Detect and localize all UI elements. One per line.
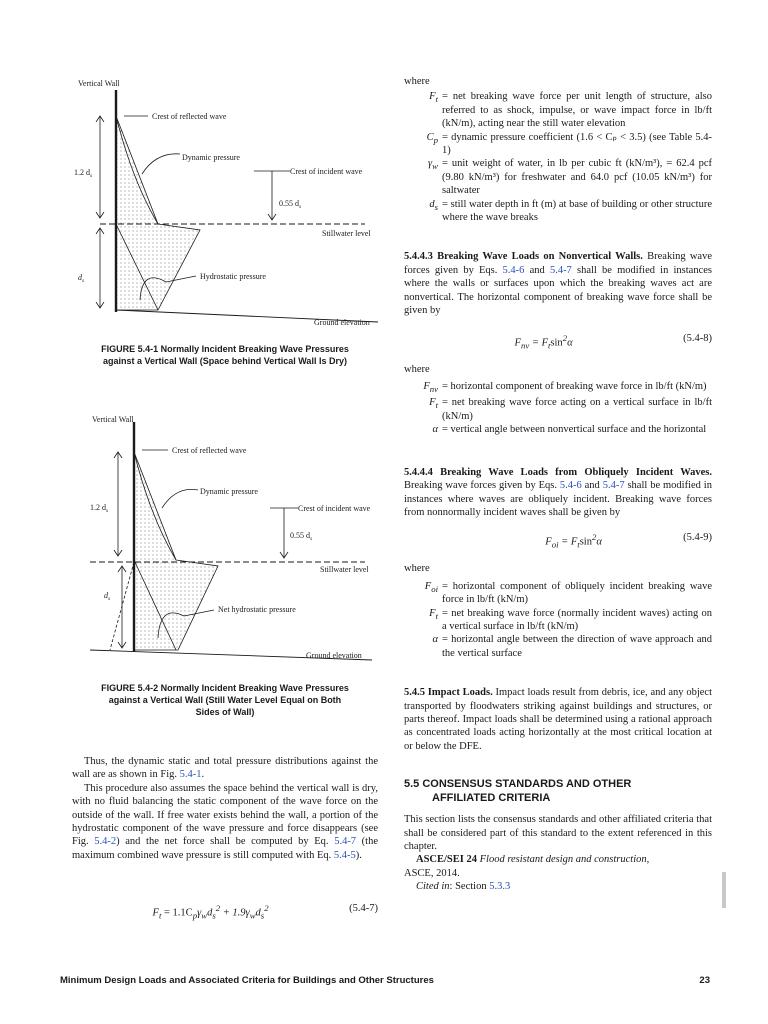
label-crest-reflected: Crest of reflected wave [152,112,227,121]
label-055ds: 0.55 $d_s$ [290,531,313,542]
text: shall be modified in instances where the walls or surfaces upon which the breaking waves act are nonvertical. The horizontal component of breaking wave force shall be given by [404,264,712,317]
equation-5-4-8 [404,332,712,353]
section-heading: 5.4.4.4 Breaking Wave Loads from Obliquely Incident Waves. [404,466,712,478]
where-label: where [404,76,430,87]
equation-5-4-9 [404,531,712,552]
text: . [201,769,205,781]
section-5-5-heading [404,777,712,805]
section-5-4-4-4 [404,466,712,520]
where-label: where [404,363,430,375]
label-ds: $d_s$ [104,591,111,602]
label-12ds: 1.2 $d_s$ [74,168,93,179]
figure-5-4-1-diagram [60,70,390,332]
right-column [404,75,712,894]
section-5-4-5 [404,686,712,753]
reference-title: Flood resistant design and construction, [476,854,650,866]
text: Impact loads result from debris, ice, and any object transported by floodwaters striking against buildings and structures, or parts thereof. Impact loads shall be determined using a rational approach as concentrated loads acting horizontally at the most critical location at or below the DFE. [404,687,712,752]
reference-code: ASCE/SEI 24 [416,854,477,866]
label-stillwater: Stillwater level [322,229,371,238]
label-ground: Ground elevation [306,651,362,660]
definition-term: α [432,634,438,646]
caption-line: against a Vertical Wall (Still Water Level Equal on Both [108,695,342,705]
definition-description: = dynamic pressure coefficient (1.6 < Cₚ < 3.5) (see Table 5.4-1) [442,131,712,157]
label-crest-reflected: Crest of reflected wave [172,446,247,455]
section-heading: 5.4.4.3 Breaking Wave Loads on Nonvertical Walls. [404,251,643,263]
left-body-text [72,755,378,862]
eq-5-4-7-link[interactable]: 5.4-7 [334,836,357,848]
label-hydrostatic: Hydrostatic pressure [200,272,266,281]
paragraph-dry-space [72,782,378,862]
label-dynamic-pressure: Dynamic pressure [200,487,258,496]
eq-5-4-7-link[interactable]: 5.4-7 [602,480,625,492]
definition-description: = vertical angle between nonvertical surface and the horizontal [442,424,707,436]
figure-5-4-2-caption [60,682,390,718]
leader-dynamic [162,489,198,508]
text: and [524,264,550,276]
page-number: 23 [699,975,710,986]
where-label: where [404,563,430,575]
text: ). [355,849,362,861]
label-crest-incident: Crest of incident wave [298,504,371,513]
reference-publisher: ASCE, 2014. [404,867,460,879]
equation-number: (5.4-7) [349,903,378,914]
definition-term: $F_t$ [429,397,438,411]
label-ground: Ground elevation [314,318,370,327]
text: ) and the net force shall be computed by Eq. [116,836,335,848]
equation-5-4-7-body: $F_t = 1.1C_p\gamma_wd_s^2 + 1.9\gamma_wd_s^2$ [152,903,269,921]
label-055ds: 0.55 $d_s$ [279,199,302,210]
dynamic-pressure-region [134,452,218,650]
definition-term: $F_t$ [429,607,438,621]
definition-description: = net breaking wave force acting on a vertical surface in lb/ft (kN/m) [442,397,712,422]
label-stillwater: Stillwater level [320,565,369,574]
text: and [581,480,603,492]
eq-5-4-6-link[interactable]: 5.4-6 [502,264,525,276]
definition-term: $F_t$ [429,91,438,105]
equation-5-4-8-body: $F_{nv} = F_t\sin^2\alpha$ [514,332,573,351]
text: : Section [449,881,490,893]
definitions-5-4-9 [404,580,712,660]
definition-description: = still water depth in ft (m) at base of building or other structure where the wave breaks [442,198,712,224]
eq-5-4-7-link[interactable]: 5.4-7 [549,264,572,276]
caption-line: FIGURE 5.4-1 Normally Incident Breaking Wave Pressures [101,344,349,354]
caption-line: Sides of Wall) [195,707,255,717]
definition-term: α [432,424,438,436]
fig-5-4-1-link[interactable]: 5.4-1 [179,769,202,781]
equation-number: (5.4-8) [683,332,712,344]
figure-5-4-1-caption [60,343,390,367]
dynamic-pressure-region [116,116,200,310]
definitions-5-4-8 [404,380,712,440]
definition-description: = horizontal component of breaking wave force in lb/ft (kN/m) [442,380,707,392]
equation-5-4-9-body: $F_{oi} = F_t\sin^2\alpha$ [545,532,602,550]
heading-line: AFFILIATED CRITERIA [432,792,551,805]
equation-number: (5.4-9) [683,532,712,544]
cited-label: Cited in [416,881,450,893]
eq-5-4-5-link[interactable]: 5.4-5 [333,849,356,861]
section-5-5-text: This section lists the consensus standards and other affiliated criteria that shall be considered part of this standard to the extent referenced in this chapter. [404,814,712,853]
definitions-5-4-7 [404,90,712,224]
reference-cited-in [404,880,712,893]
leader-dynamic [142,154,180,174]
label-dynamic-pressure: Dynamic pressure [182,153,240,162]
definition-term: $d_s$ [429,198,438,212]
definition-term: $F_{nv}$ [423,380,438,394]
equation-5-4-7 [72,903,378,921]
caption-line: FIGURE 5.4-2 Normally Incident Breaking Wave Pressures [101,683,349,693]
figure-5-4-1 [60,70,390,332]
text: Breaking wave forces given by Eqs. [404,480,560,492]
paragraph-pressure-distributions [72,755,378,782]
scroll-indicator[interactable] [722,872,726,908]
definition-description: = net breaking wave force (normally incident waves) acting on a vertical surface in lb/ft (kN/m) [442,607,712,632]
definition-term: $\gamma_w$ [428,158,438,172]
section-5-3-3-link[interactable]: 5.3.3 [489,881,511,893]
label-crest-incident: Crest of incident wave [290,167,363,176]
heading-line: 5.5 CONSENSUS STANDARDS AND OTHER [404,778,632,791]
label-vertical-wall: Vertical Wall [92,415,134,424]
text: (the maximum combined wave pressure is still computed with Eq. [72,836,379,861]
text: Breaking wave forces given by Eqs. [404,251,712,276]
figure-5-4-2 [60,382,390,672]
eq-5-4-6-link[interactable]: 5.4-6 [559,480,582,492]
section-heading: 5.4.5 Impact Loads. [404,687,493,699]
text: Thus, the dynamic static and total pressure distributions against the wall are as shown in Fig. [72,756,378,781]
label-12ds: 1.2 $d_s$ [90,503,109,514]
footer-title: Minimum Design Loads and Associated Criteria for Buildings and Other Structures [60,975,434,986]
definition-description: = horizontal component of obliquely incident breaking wave force in lb/ft (kN/m) [442,580,712,606]
definition-term: $C_p$ [426,131,438,145]
label-ds: $d_s$ [78,273,85,284]
section-5-4-4-3 [404,250,712,317]
reference-asce-24 [404,853,712,866]
label-hydrostatic: Net hydrostatic pressure [218,605,296,614]
page-footer [60,975,710,986]
label-vertical-wall: Vertical Wall [78,79,120,88]
definition-term: $F_{oi}$ [424,580,438,594]
figure-5-4-2-diagram [60,382,390,672]
fig-5-4-2-link[interactable]: 5.4-2 [94,836,117,848]
definition-description: = net breaking wave force per unit length of structure, also referred to as shock, impulse, or wave impact force in lb/ft (kN/m), acting near the still water elevation [442,91,712,130]
caption-line: against a Vertical Wall (Space behind Vertical Wall Is Dry) [103,356,347,366]
definition-description: = horizontal angle between the direction of wave approach and the vertical surface [442,634,712,659]
text: shall be modified in instances where waves are obliquely incident. Breaking wave forces from nonnormally incident waves shall be given by [404,480,712,518]
text: This procedure also assumes the space behind the vertical wall is dry, with no fluid balancing the static component of the wave force on the outside of the wall. If free water exists behind the wall, a portion of the hydrostatic component of the wave pressure and force disappears (see Fig. [72,782,378,848]
definition-description: = unit weight of water, in lb per cubic ft (kN/m³), = 62.4 pcf (9.80 kN/m³) for freshwater and 64.0 pcf (10.05 kN/m³) for saltwater [442,158,712,197]
